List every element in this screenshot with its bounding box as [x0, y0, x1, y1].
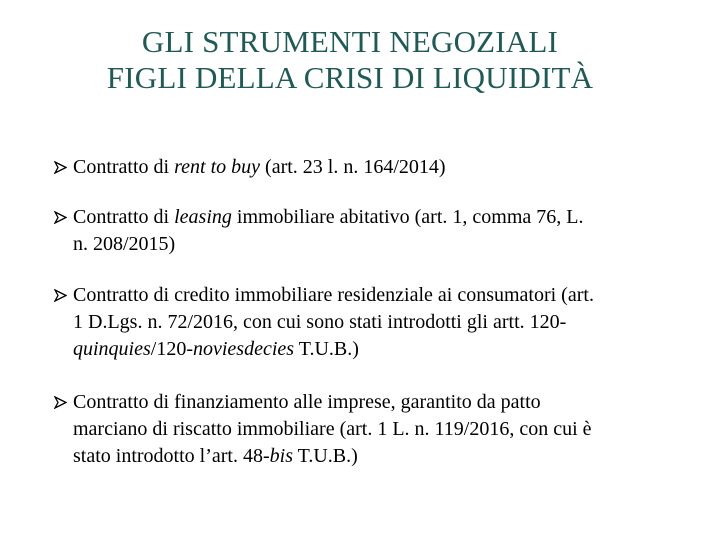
italic-term: rent to buy	[174, 156, 261, 178]
bullet-text-line-3	[73, 336, 594, 363]
italic-term: leasing	[174, 206, 232, 228]
slide-title	[0, 24, 700, 96]
bullet-item-finanziamento-imprese	[54, 389, 592, 470]
text-segment: immobiliare abitativo (art. 1, comma 76, L.	[231, 206, 584, 228]
title-line-2: FIGLI DELLA CRISI DI LIQUIDITÀ	[106, 60, 594, 95]
text-segment: T.U.B.)	[294, 338, 359, 360]
title-line-1: GLI STRUMENTI NEGOZIALI	[141, 24, 559, 59]
bullet-text-line-1: Contratto di finanziamento alle imprese, garantito da patto	[73, 391, 541, 413]
bullet-text-line-1: Contratto di credito immobiliare residenziale ai consumatori (art.	[73, 284, 594, 306]
arrow-bullet-icon	[54, 289, 67, 302]
bullet-text-line-2: n. 208/2015)	[73, 233, 176, 255]
bullet-item-rent-to-buy	[54, 154, 446, 181]
text-segment: T.U.B.)	[292, 445, 358, 467]
text-segment: stato introdotto l’art. 48-	[73, 445, 270, 467]
bullet-text-line-2: marciano di riscatto immobiliare (art. 1 L. n. 119/2016, con cui è	[73, 418, 592, 440]
bullet-item-credito-immobiliare	[54, 282, 594, 363]
text-segment: Contratto di	[73, 206, 175, 228]
arrow-bullet-icon	[54, 161, 67, 174]
bullet-text	[73, 154, 446, 181]
italic-term: noviesdecies	[193, 338, 295, 360]
arrow-bullet-icon	[54, 396, 67, 409]
bullet-text-line-3	[73, 443, 592, 470]
arrow-bullet-icon	[54, 211, 67, 224]
italic-term: quinquies	[73, 338, 151, 360]
bullet-text-line-2: 1 D.Lgs. n. 72/2016, con cui sono stati introdotti gli artt. 120-	[73, 311, 567, 333]
text-segment: (art. 23 l. n. 164/2014)	[260, 156, 446, 178]
text-segment: /120-	[150, 338, 193, 360]
bullet-item-leasing	[54, 204, 583, 258]
text-segment: Contratto di	[73, 156, 175, 178]
italic-term: bis	[269, 445, 293, 467]
bullet-text-line-1	[73, 204, 583, 231]
